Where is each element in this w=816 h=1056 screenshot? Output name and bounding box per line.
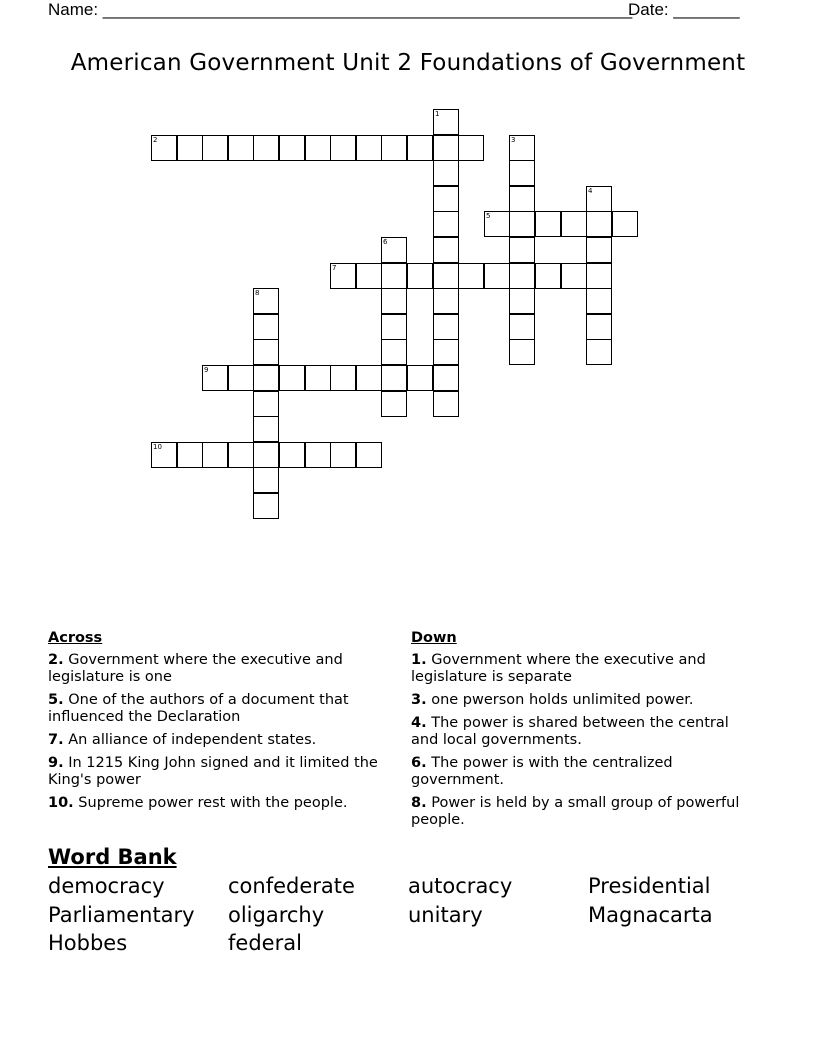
crossword-cell[interactable]: [407, 135, 433, 161]
crossword-cell[interactable]: [177, 135, 203, 161]
clue-number-label: 10: [153, 443, 162, 451]
date-field-label: Date: _______: [628, 0, 740, 19]
clue-number: 2.: [48, 652, 64, 668]
clue-number: 5.: [48, 692, 64, 708]
name-field-label: Name: ________________________________________________________: [48, 0, 633, 19]
crossword-cell[interactable]: [177, 442, 203, 468]
crossword-cell[interactable]: [381, 288, 407, 314]
clue-text: The power is shared between the central and local governments.: [411, 715, 729, 748]
across-heading: Across: [48, 630, 103, 646]
across-clues: [48, 630, 388, 818]
clue-number-label: 7: [332, 264, 337, 272]
crossword-cell[interactable]: [151, 135, 177, 161]
crossword-cell[interactable]: [458, 135, 484, 161]
crossword-cell[interactable]: [407, 365, 433, 391]
page-title: American Government Unit 2 Foundations of Government: [70, 50, 746, 76]
clue-down-6: [411, 755, 751, 789]
crossword-cell[interactable]: [381, 365, 407, 391]
crossword-cell[interactable]: [330, 135, 356, 161]
word-bank-item: confederate: [228, 874, 355, 898]
clue-number: 7.: [48, 732, 64, 748]
clue-down-8: [411, 795, 751, 829]
word-bank-item: federal: [228, 931, 302, 955]
crossword-cell[interactable]: [586, 186, 612, 212]
crossword-cell[interactable]: [433, 186, 459, 212]
clue-across-9: [48, 755, 388, 789]
clue-text: Supreme power rest with the people.: [78, 795, 348, 811]
word-bank-item: Magnacarta: [588, 902, 713, 927]
clue-text: In 1215 King John signed and it limited the King's power: [48, 755, 378, 788]
crossword-cell[interactable]: [484, 263, 510, 289]
clue-down-3: [411, 692, 751, 709]
crossword-cell[interactable]: [228, 365, 254, 391]
clue-across-10: [48, 795, 388, 812]
clue-number-label: 1: [435, 110, 440, 118]
word-bank-item: Parliamentary: [48, 902, 195, 927]
crossword-cell[interactable]: [433, 237, 459, 263]
crossword-cell[interactable]: [356, 442, 382, 468]
crossword-cell[interactable]: [381, 391, 407, 417]
clue-number: 3.: [411, 692, 427, 708]
crossword-cell[interactable]: [433, 339, 459, 365]
crossword-cell[interactable]: [253, 391, 279, 417]
crossword-cell[interactable]: [433, 263, 459, 289]
crossword-cell[interactable]: [305, 365, 331, 391]
crossword-cell[interactable]: [253, 135, 279, 161]
clue-text: An alliance of independent states.: [68, 732, 317, 748]
crossword-cell[interactable]: [253, 314, 279, 340]
crossword-cell[interactable]: [484, 211, 510, 237]
crossword-cell[interactable]: [433, 135, 459, 161]
word-bank-title: Word Bank: [48, 845, 177, 869]
crossword-cell[interactable]: [330, 365, 356, 391]
crossword-cell[interactable]: [381, 263, 407, 289]
clue-number: 8.: [411, 795, 427, 811]
crossword-cell[interactable]: [433, 314, 459, 340]
clue-number-label: 8: [255, 289, 260, 297]
crossword-cell[interactable]: [458, 263, 484, 289]
crossword-cell[interactable]: [535, 263, 561, 289]
down-clues: [411, 630, 751, 835]
crossword-cell[interactable]: [433, 365, 459, 391]
crossword-cell[interactable]: [356, 365, 382, 391]
clue-number-label: 5: [486, 212, 491, 220]
crossword-cell[interactable]: [586, 237, 612, 263]
crossword-cell[interactable]: [509, 135, 535, 161]
word-bank-item: oligarchy: [228, 902, 325, 927]
crossword-cell[interactable]: [253, 339, 279, 365]
clue-across-2: [48, 652, 388, 686]
clue-down-4: [411, 715, 751, 749]
crossword-cell[interactable]: [509, 339, 535, 365]
crossword-cell[interactable]: [509, 237, 535, 263]
clue-text: Government where the executive and legislature is separate: [411, 652, 706, 685]
crossword-cell[interactable]: [433, 391, 459, 417]
crossword-cell[interactable]: [509, 160, 535, 186]
crossword-cell[interactable]: [305, 442, 331, 468]
crossword-cell[interactable]: [279, 135, 305, 161]
crossword-cell[interactable]: [356, 263, 382, 289]
crossword-cell[interactable]: [433, 211, 459, 237]
crossword-cell[interactable]: [279, 442, 305, 468]
crossword-cell[interactable]: [535, 211, 561, 237]
crossword-cell[interactable]: [202, 442, 228, 468]
crossword-cell[interactable]: [279, 365, 305, 391]
crossword-cell[interactable]: [381, 314, 407, 340]
clue-text: The power is with the centralized government.: [411, 755, 673, 788]
crossword-cell[interactable]: [202, 135, 228, 161]
word-bank-list: [48, 872, 768, 958]
down-heading: Down: [411, 630, 457, 646]
crossword-cell[interactable]: [381, 237, 407, 263]
crossword-cell[interactable]: [202, 365, 228, 391]
word-bank-item: Presidential: [588, 874, 711, 898]
clue-text: Government where the executive and legislature is one: [48, 652, 343, 685]
clue-number: 4.: [411, 715, 427, 731]
crossword-cell[interactable]: [228, 442, 254, 468]
crossword-cell[interactable]: [433, 288, 459, 314]
crossword-cell[interactable]: [253, 467, 279, 493]
crossword-cell[interactable]: [433, 160, 459, 186]
crossword-cell[interactable]: [433, 109, 459, 135]
clue-text: one pwerson holds unlimited power.: [431, 692, 694, 708]
crossword-cell[interactable]: [381, 135, 407, 161]
crossword-cell[interactable]: [330, 263, 356, 289]
crossword-cell[interactable]: [253, 365, 279, 391]
crossword-cell[interactable]: [356, 135, 382, 161]
word-bank-item: autocracy: [408, 874, 513, 898]
crossword-cell[interactable]: [612, 211, 638, 237]
clue-down-1: [411, 652, 751, 686]
clue-number: 1.: [411, 652, 427, 668]
crossword-cell[interactable]: [586, 314, 612, 340]
clue-across-5: [48, 692, 388, 726]
word-bank-item: democracy: [48, 874, 165, 898]
word-bank-item: Hobbes: [48, 931, 128, 955]
clue-across-7: [48, 732, 388, 749]
crossword-cell[interactable]: [509, 186, 535, 212]
crossword-cell[interactable]: [586, 211, 612, 237]
crossword-cell[interactable]: [253, 288, 279, 314]
crossword-cell[interactable]: [228, 135, 254, 161]
clue-number-label: 9: [204, 366, 209, 374]
crossword-cell[interactable]: [561, 211, 587, 237]
crossword-cell[interactable]: [253, 493, 279, 519]
crossword-cell[interactable]: [586, 339, 612, 365]
crossword-cell[interactable]: [509, 211, 535, 237]
crossword-cell[interactable]: [330, 442, 356, 468]
clue-number: 10.: [48, 795, 74, 811]
crossword-cell[interactable]: [253, 416, 279, 442]
clue-number: 9.: [48, 755, 64, 771]
crossword-cell[interactable]: [151, 442, 177, 468]
crossword-cell[interactable]: [509, 314, 535, 340]
clue-number-label: 3: [511, 136, 516, 144]
crossword-cell[interactable]: [253, 442, 279, 468]
clue-text: Power is held by a small group of powerful people.: [411, 795, 740, 828]
crossword-cell[interactable]: [305, 135, 331, 161]
clue-number-label: 2: [153, 136, 158, 144]
clue-number: 6.: [411, 755, 427, 771]
crossword-cell[interactable]: [509, 263, 535, 289]
crossword-cell[interactable]: [381, 339, 407, 365]
crossword-cell[interactable]: [561, 263, 587, 289]
word-bank-item: unitary: [408, 902, 483, 927]
clue-text: One of the authors of a document that influenced the Declaration: [48, 692, 349, 725]
crossword-cell[interactable]: [586, 288, 612, 314]
crossword-cell[interactable]: [586, 263, 612, 289]
crossword-cell[interactable]: [407, 263, 433, 289]
clue-number-label: 4: [588, 187, 593, 195]
clue-number-label: 6: [383, 238, 388, 246]
crossword-cell[interactable]: [509, 288, 535, 314]
